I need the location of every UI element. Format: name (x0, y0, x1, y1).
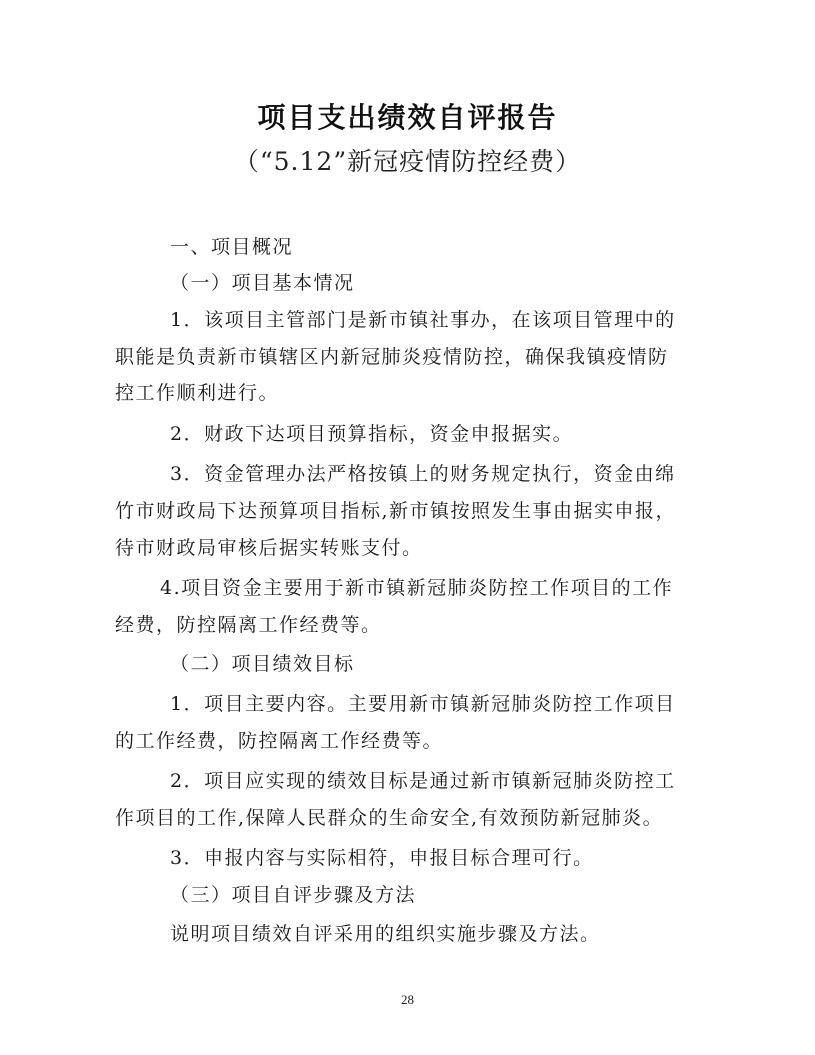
paragraph-line: 的工作经费，防控隔离工作经费等。 (115, 730, 444, 752)
page-number: 28 (401, 992, 414, 1007)
paragraph-line: 1．该项目主管部门是新市镇社事办，在该项目管理中的 (170, 309, 676, 331)
paragraph-line: 作项目的工作,保障人民群众的生命安全,有效预防新冠肺炎。 (115, 807, 664, 829)
subsection-heading: （三）项目自评步骤及方法 (170, 884, 417, 906)
paragraph-line: 3．资金管理办法严格按镇上的财务规定执行，资金由绵 (170, 463, 676, 485)
paragraph-line: 说明项目绩效自评采用的组织实施步骤及方法。 (170, 923, 601, 945)
paragraph-line: 2．项目应实现的绩效目标是通过新市镇新冠肺炎防控工 (170, 770, 676, 792)
paragraph-line: 2．财政下达项目预算指标，资金申报据实。 (170, 423, 574, 445)
paragraph-line: 1．项目主要内容。主要用新市镇新冠肺炎防控工作项目 (170, 693, 676, 715)
report-subtitle: （“5.12”新冠疫情防控经费） (233, 147, 582, 176)
paragraph-line: 控工作顺利进行。 (115, 382, 280, 404)
subsection-heading: （二）项目绩效目标 (170, 653, 355, 675)
paragraph-line: 经费，防控隔离工作经费等。 (115, 614, 382, 636)
paragraph-line: 待市财政局审核后据实转账支付。 (115, 537, 423, 559)
paragraph-line: 3．申报内容与实际相符，申报目标合理可行。 (170, 847, 594, 869)
section-heading: 一、项目概况 (170, 236, 294, 258)
report-title: 项目支出绩效自评报告 (257, 101, 558, 134)
paragraph-line: 职能是负责新市镇辖区内新冠肺炎疫情防控，确保我镇疫情防 (115, 346, 669, 368)
paragraph-line: 4.项目资金主要用于新市镇新冠肺炎防控工作项目的工作 (160, 577, 674, 599)
paragraph-line: 竹市财政局下达预算项目指标,新市镇按照发生事由据实申报， (115, 500, 677, 522)
subsection-heading: （一）项目基本情况 (170, 272, 355, 294)
